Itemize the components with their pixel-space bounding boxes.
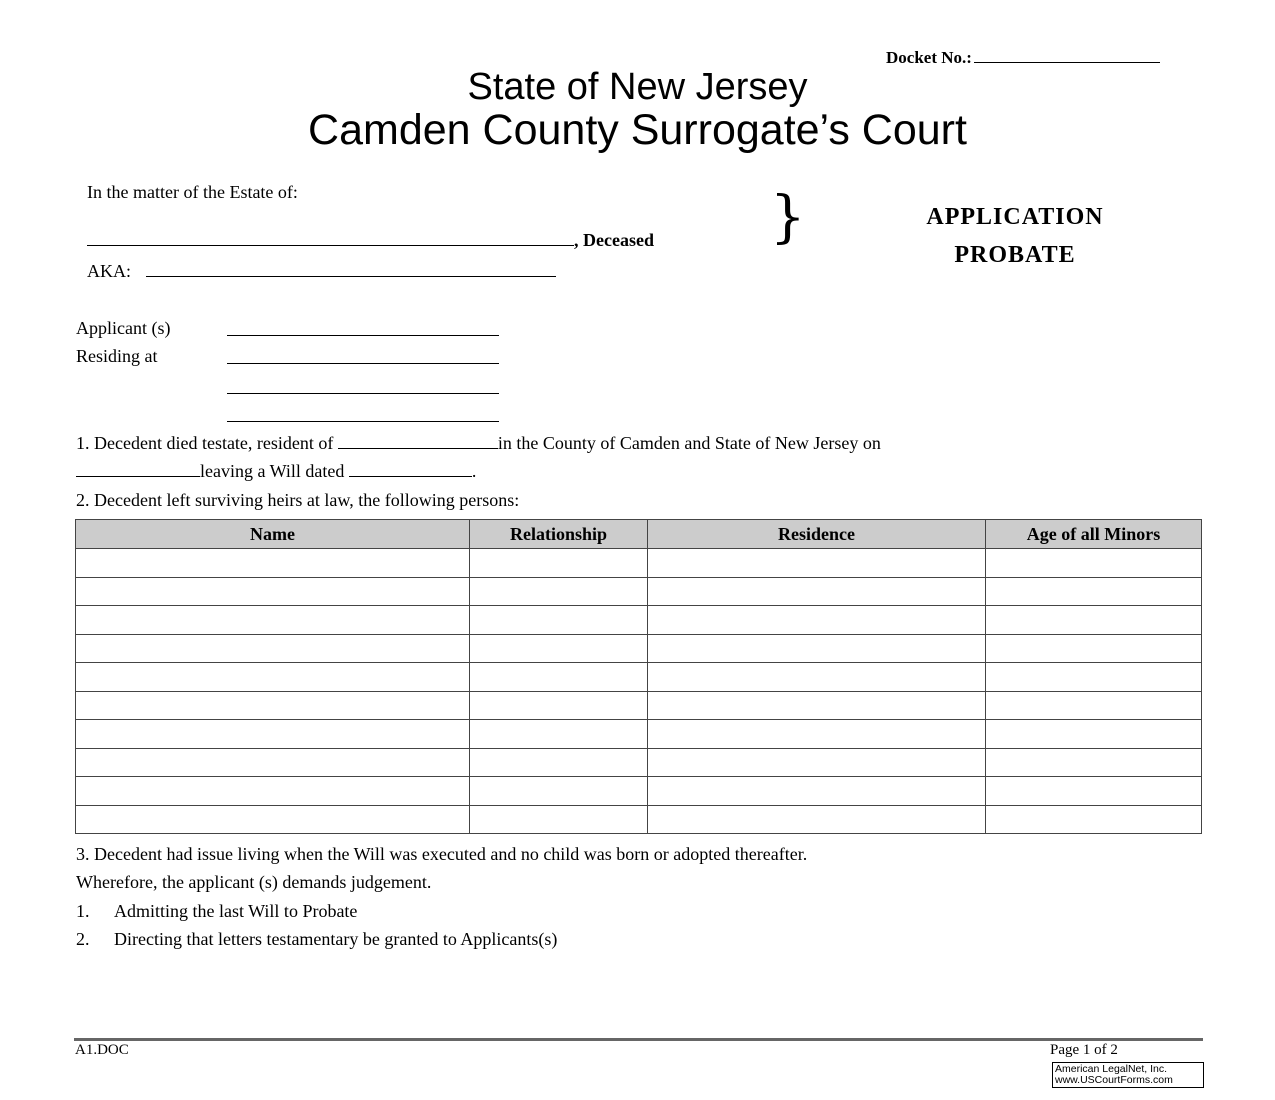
relationship-cell[interactable] (470, 663, 648, 692)
table-row (76, 777, 1202, 806)
residence-cell[interactable] (648, 777, 986, 806)
column-header-name: Name (76, 520, 470, 549)
publisher-url: www.USCourtForms.com (1055, 1074, 1173, 1086)
demand-text: Directing that letters testamentary be granted to Applicants(s) (114, 929, 558, 949)
age-cell[interactable] (986, 691, 1202, 720)
document-title (860, 198, 1170, 274)
relationship-cell[interactable] (470, 691, 648, 720)
age-cell[interactable] (986, 549, 1202, 578)
table-row (76, 606, 1202, 635)
name-cell[interactable] (76, 663, 470, 692)
name-cell[interactable] (76, 777, 470, 806)
residence-cell[interactable] (648, 549, 986, 578)
resident-of-input[interactable] (338, 433, 498, 449)
relationship-cell[interactable] (470, 720, 648, 749)
date-of-death-input[interactable] (76, 461, 200, 477)
table-row (76, 691, 1202, 720)
will-date-input[interactable] (349, 461, 472, 477)
paragraph-2: 2. Decedent left surviving heirs at law, the following persons: (76, 490, 520, 510)
residence-line-1-input[interactable] (227, 362, 499, 364)
age-cell[interactable] (986, 805, 1202, 834)
residence-cell[interactable] (648, 748, 986, 777)
residence-cell[interactable] (648, 720, 986, 749)
residence-cell[interactable] (648, 805, 986, 834)
deceased-name-input[interactable] (87, 230, 574, 246)
paragraph-3: 3. Decedent had issue living when the Will was executed and no child was born or adopted thereafter. (76, 844, 808, 864)
court-title: Camden County Surrogate’s Court (308, 106, 967, 154)
age-cell[interactable] (986, 634, 1202, 663)
state-title: State of New Jersey (467, 66, 808, 108)
relationship-cell[interactable] (470, 577, 648, 606)
age-cell[interactable] (986, 748, 1202, 777)
relationship-cell[interactable] (470, 777, 648, 806)
name-cell[interactable] (76, 577, 470, 606)
age-cell[interactable] (986, 777, 1202, 806)
docket-number-input[interactable] (974, 48, 1160, 63)
deceased-label: , Deceased (574, 230, 654, 250)
demand-item (76, 901, 357, 922)
paragraph-1-line-1 (76, 433, 881, 454)
residence-cell[interactable] (648, 606, 986, 635)
publisher-name: American LegalNet, Inc. (1055, 1063, 1168, 1075)
name-cell[interactable] (76, 748, 470, 777)
table-row (76, 634, 1202, 663)
demand-text: Admitting the last Will to Probate (114, 901, 358, 921)
name-cell[interactable] (76, 634, 470, 663)
wherefore-clause: Wherefore, the applicant (s) demands judgement. (76, 872, 432, 892)
heirs-table (75, 519, 1202, 834)
aka-input[interactable] (146, 261, 556, 277)
residence-line-2-input[interactable] (227, 392, 499, 394)
name-cell[interactable] (76, 549, 470, 578)
age-cell[interactable] (986, 606, 1202, 635)
footer-divider (74, 1038, 1203, 1041)
relationship-cell[interactable] (470, 748, 648, 777)
demand-number: 1. (76, 901, 90, 921)
age-cell[interactable] (986, 577, 1202, 606)
relationship-cell[interactable] (470, 805, 648, 834)
table-row (76, 805, 1202, 834)
residence-cell[interactable] (648, 634, 986, 663)
name-cell[interactable] (76, 720, 470, 749)
will-dated-text: leaving a Will dated (200, 461, 349, 481)
residing-label: Residing at (76, 346, 158, 366)
age-cell[interactable] (986, 663, 1202, 692)
docket-label: Docket No.: (886, 48, 972, 67)
table-row (76, 720, 1202, 749)
aka-label: AKA: (87, 261, 131, 281)
demand-item (76, 929, 557, 950)
name-cell[interactable] (76, 691, 470, 720)
heirs-table-header (76, 520, 1202, 549)
relationship-cell[interactable] (470, 549, 648, 578)
paragraph-1-county-text: in the County of Camden and State of New Jersey on (497, 433, 881, 453)
estate-matter-label: In the matter of the Estate of: (87, 182, 298, 202)
table-row (76, 748, 1202, 777)
document-title-line2: PROBATE (954, 242, 1076, 268)
applicant-label: Applicant (s) (76, 318, 171, 338)
table-row (76, 577, 1202, 606)
name-cell[interactable] (76, 805, 470, 834)
column-header-residence: Residence (648, 520, 986, 549)
applicant-name-input[interactable] (227, 334, 499, 336)
residence-cell[interactable] (648, 691, 986, 720)
page-number: Page 1 of 2 (1050, 1042, 1118, 1058)
name-cell[interactable] (76, 606, 470, 635)
publisher-box (1052, 1062, 1204, 1088)
paragraph-1-line-2 (76, 461, 476, 482)
paragraph-1-text: 1. Decedent died testate, resident of (76, 433, 338, 453)
table-row (76, 549, 1202, 578)
docket-number-field (886, 48, 1160, 68)
document-id: A1.DOC (75, 1042, 129, 1058)
relationship-cell[interactable] (470, 606, 648, 635)
period: . (471, 461, 477, 481)
relationship-cell[interactable] (470, 634, 648, 663)
document-title-line1: APPLICATION (926, 204, 1104, 230)
demand-number: 2. (76, 929, 90, 949)
aka-row (87, 261, 556, 282)
residence-line-3-input[interactable] (227, 420, 499, 422)
residence-cell[interactable] (648, 577, 986, 606)
residence-cell[interactable] (648, 663, 986, 692)
table-row (76, 663, 1202, 692)
brace-icon: } (770, 185, 806, 250)
deceased-name-row (87, 230, 654, 251)
age-cell[interactable] (986, 720, 1202, 749)
column-header-age-of-minors: Age of all Minors (986, 520, 1202, 549)
column-header-relationship: Relationship (470, 520, 648, 549)
